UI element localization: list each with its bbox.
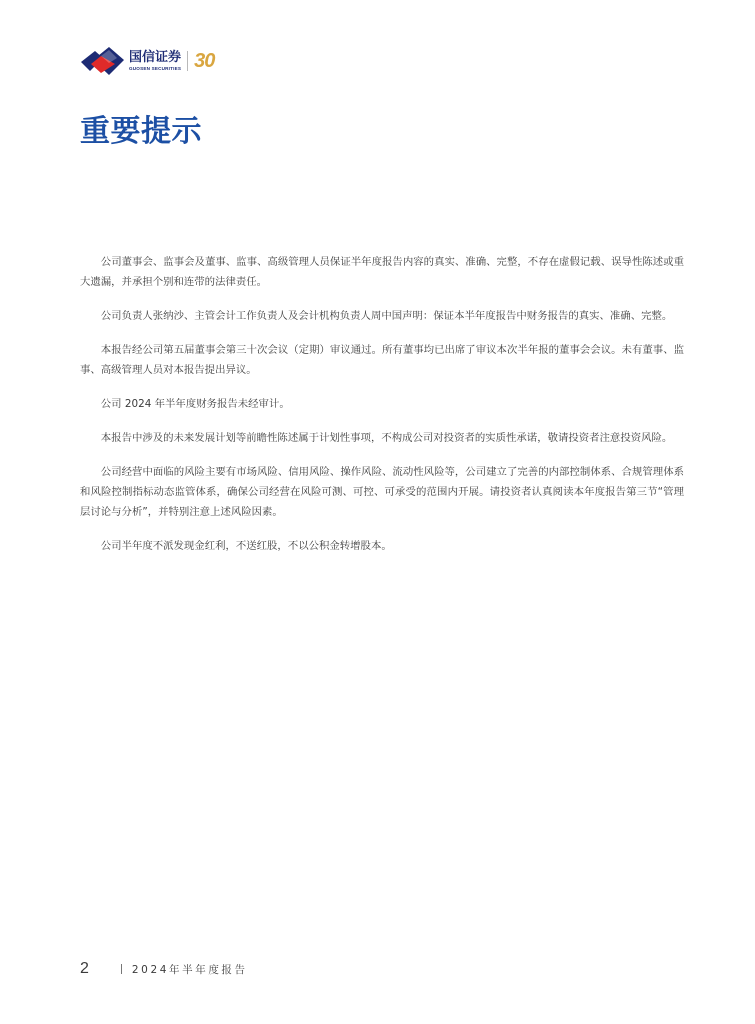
paragraph-dividend: 公司半年度不派发现金红利，不送红股，不以公积金转增股本。 <box>100 540 392 552</box>
paragraph-unaudited: 公司 2024 年半年度财务报告未经审计。 <box>100 398 290 410</box>
company-logo <box>79 44 214 78</box>
footer-divider <box>121 964 122 974</box>
paragraph-board-approval: 本报告经公司第五届董事会第三十次会议（定期）审议通过。所有董事均已出席了审议本次半年报的董事会会议。未有董事、监事、高级管理人员对本报告提出异议。 <box>80 344 684 376</box>
logo-wordmark <box>129 50 181 72</box>
paragraph-responsible-persons: 公司负责人张纳沙、主管会计工作负责人及会计机构负责人周中国声明：保证本半年度报告中财务报告的真实、准确、完整。 <box>100 310 673 322</box>
page-title: 重要提示 <box>80 114 202 149</box>
paragraph-board-guarantee: 公司董事会、监事会及董事、监事、高级管理人员保证半年度报告内容的真实、准确、完整，不存在虚假记载、误导性陈述或重大遗漏，并承担个别和连带的法律责任。 <box>80 256 684 288</box>
guosen-logo-icon <box>79 46 125 76</box>
anniversary-badge: 30 <box>194 50 215 72</box>
report-label: 2024年半年度报告 <box>131 963 248 976</box>
paragraph-risk-factors: 公司经营中面临的风险主要有市场风险、信用风险、操作风险、流动性风险等，公司建立了完善的内部控制体系、合规管理体系和风险控制指标动态监管体系，确保公司经营在风险可测、可控、可承受的范围内开展。请投资者认真阅读本年度报告第三节“管理层讨论与分析”，并特别注意上述风险因素。 <box>80 466 684 518</box>
page-footer <box>80 957 248 981</box>
logo-chinese-name: 国信证券 <box>129 50 182 65</box>
paragraph-forward-looking: 本报告中涉及的未来发展计划等前瞻性陈述属于计划性事项，不构成公司对投资者的实质性承诺，敬请投资者注意投资风险。 <box>100 432 673 444</box>
logo-divider <box>187 51 188 71</box>
logo-english-name: GUOSEN SECURITIES <box>129 66 182 71</box>
notice-body <box>80 252 684 570</box>
page-number: 2 <box>80 960 89 977</box>
